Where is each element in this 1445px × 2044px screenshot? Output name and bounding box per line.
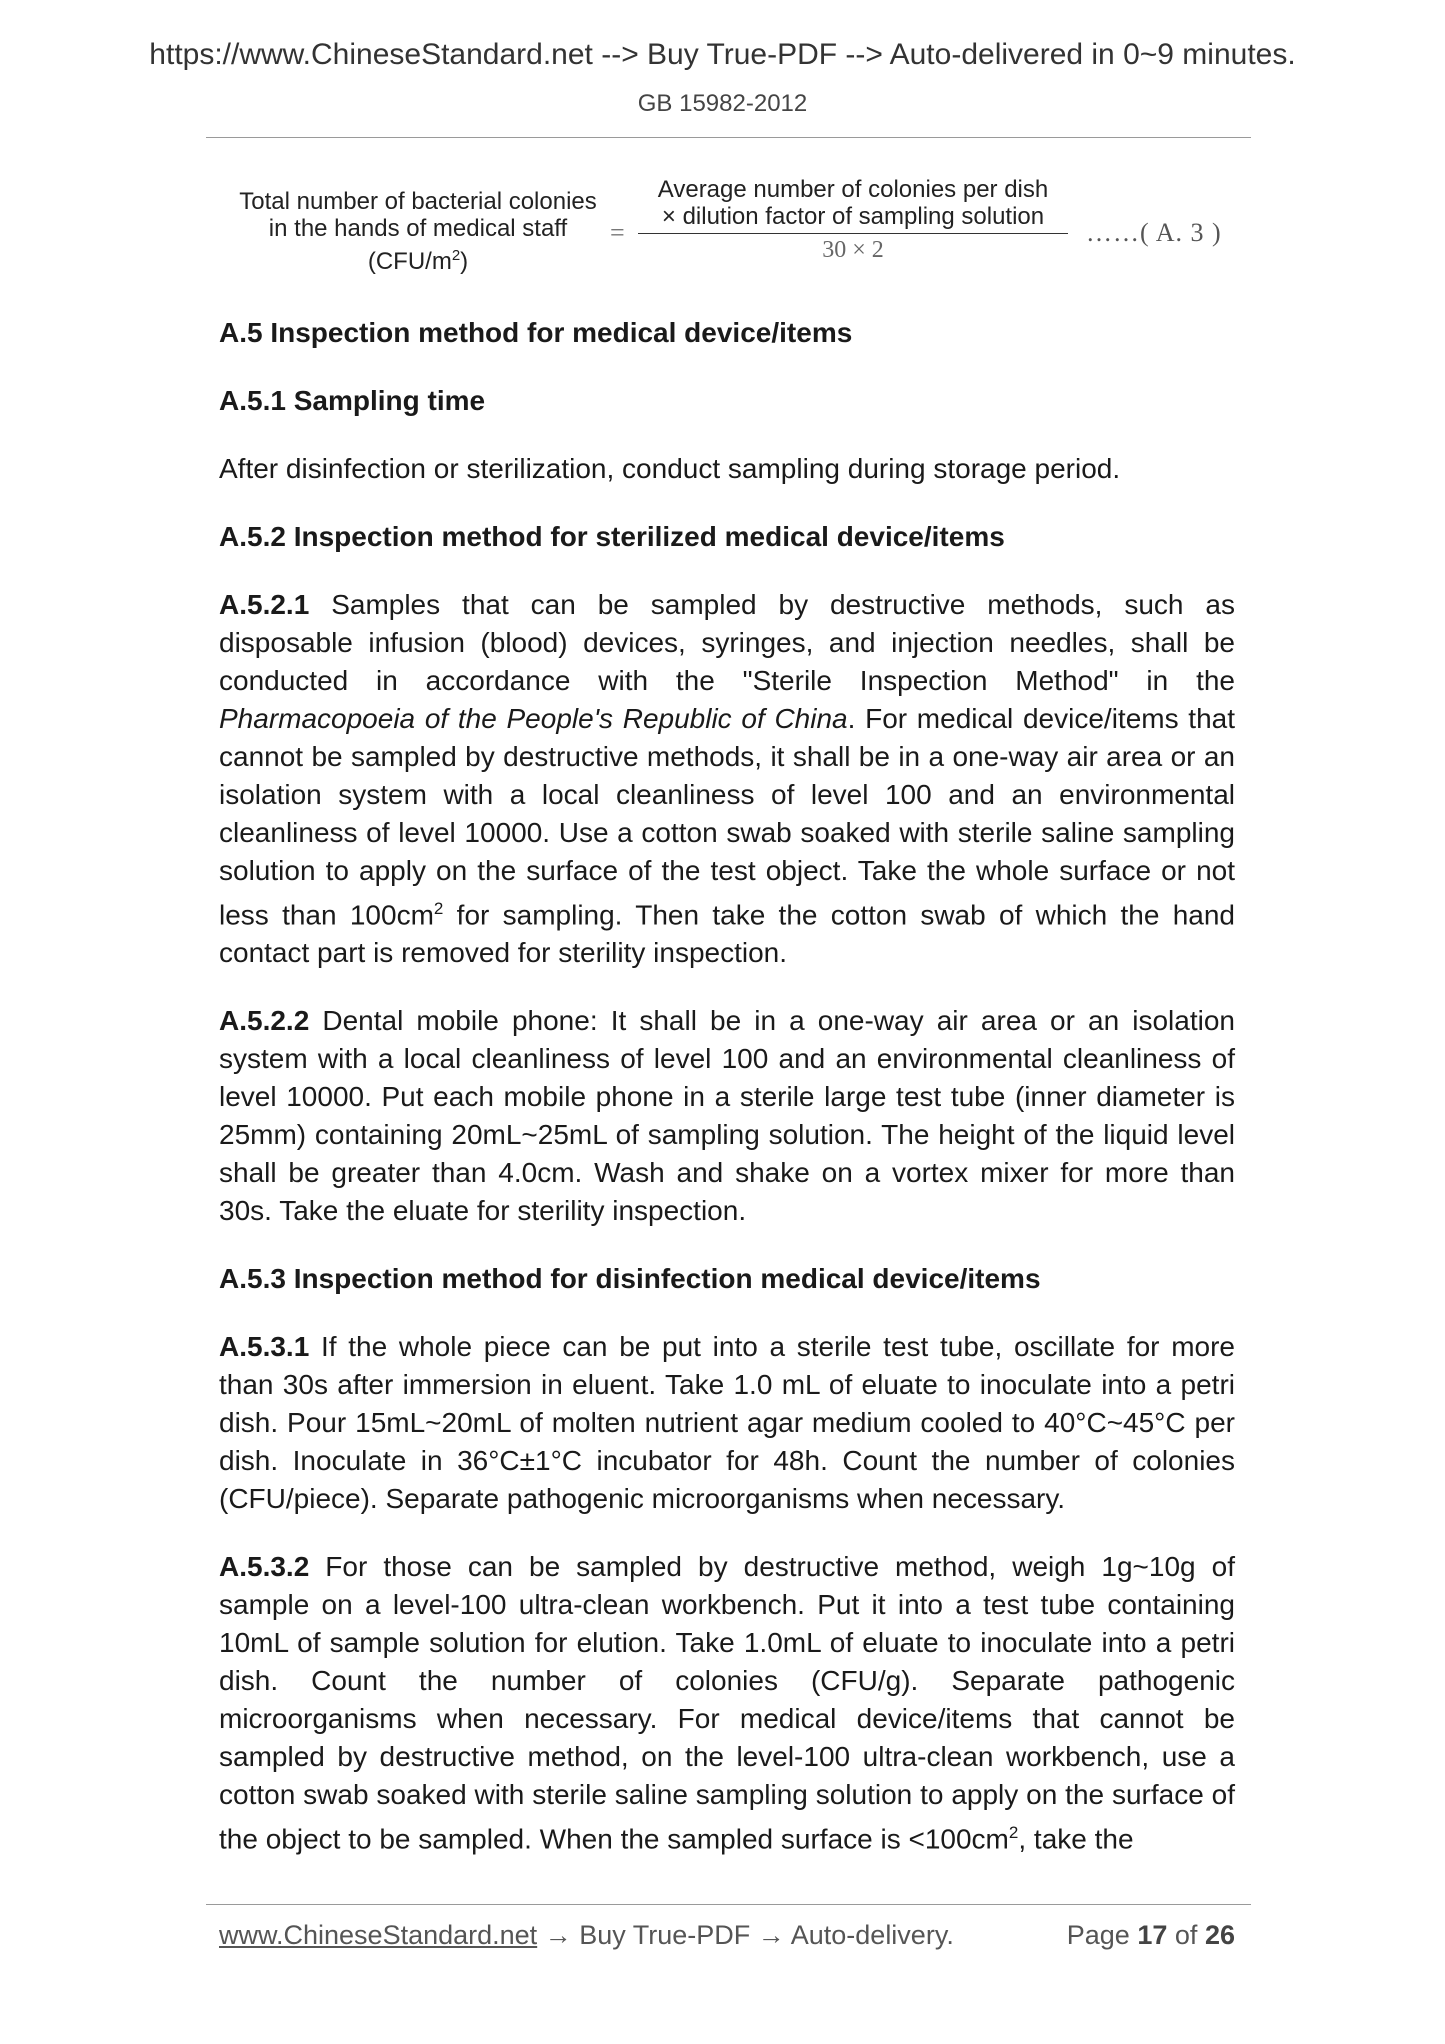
paragraph-a531-text: If the whole piece can be put into a sterile test tube, oscillate for more than 30s after immersion in eluent. Take 1.0 mL of eluate to inoculate into a petri dish. Pour 15mL~20mL of molten nutrient agar medium cooled to 40°C~45°C per dish. Inoculate in 36°C±1°C incubator for 48h. Count the number of colonies (CFU/piece). Separate pathogenic microorganisms when necessary. — [219, 1331, 1235, 1515]
formula-lhs-line2: in the hands of medical staff — [268, 215, 568, 242]
fraction-bar — [638, 233, 1068, 234]
footer-site-link[interactable]: www.ChineseStandard.net — [219, 1920, 538, 1950]
paragraph-a532-text-a: For those can be sampled by destructive method, weigh 1g~10g of sample on a level-100 ultra-clean workbench. Put it into a test tube containing 10mL of sample solution for elution. Take 1.0mL of eluate to inoculate into a petri dish. Count the number of colonies (CFU/g). Separate pathogenic microorganisms when necessary. For medical device/items that cannot be sampled by destructive method, on the level-100 ultra-clean workbench, use a cotton swab soaked with sterile saline sampling solution to apply on the surface of the object to be sampled. When the sampled surface is <100cm — [219, 1551, 1235, 1855]
equation-number: ……( A. 3 ) — [1086, 218, 1222, 247]
paragraph-a532-text-b: , take the — [1018, 1823, 1134, 1855]
paragraph-a51: After disinfection or sterilization, conduct sampling during storage period. — [219, 453, 1121, 484]
clause-number-a522: A.5.2.2 — [219, 1005, 310, 1037]
paragraph-a522 — [219, 1002, 1235, 1230]
main-content — [219, 314, 1235, 1859]
formula-equals: = — [610, 218, 625, 247]
paragraph-a521-sup: 2 — [433, 899, 444, 918]
paragraph-a521 — [219, 586, 1235, 972]
formula-lhs-sup: 2 — [451, 247, 461, 264]
paragraph-a531 — [219, 1328, 1235, 1518]
top-banner: https://www.ChineseStandard.net --> Buy True-PDF --> Auto-delivered in 0~9 minutes. — [149, 38, 1296, 71]
formula-lhs-close: ) — [460, 248, 469, 275]
formula-lhs — [218, 188, 618, 275]
page-indicator — [1067, 1920, 1235, 1951]
paragraph-a532-sup: 2 — [1008, 1823, 1019, 1843]
formula-numerator-line2: × dilution factor of sampling solution — [661, 203, 1045, 230]
formula-denominator: 30 × 2 — [822, 237, 884, 263]
paragraph-a521-text-b: . For medical device/items that cannot be sampled by destructive methods, it shall be in a one-way air area or an isolation system with a local cleanliness of level 100 and an environmental cleanliness of level 10000. Use a cotton swab soaked with sterile saline sampling solution to apply on the surface of the test object. Take the whole surface or not less than 100cm — [219, 703, 1235, 931]
page-footer — [219, 1920, 1235, 1956]
footer-divider — [206, 1904, 1251, 1905]
paragraph-a521-text-a: Samples that can be sampled by destructive methods, such as disposable infusion (blood) devices, syringes, and injection needles, shall be conducted in accordance with the "Sterile Inspection Method" in the — [219, 589, 1235, 696]
formula-lhs-unit-line — [218, 242, 618, 275]
document-code: GB 15982-2012 — [637, 90, 808, 117]
pharmacopoeia-title: Pharmacopoeia of the People's Republic of China — [219, 703, 848, 734]
paragraph-a521-text-c: for sampling. Then take the cotton swab of which the hand contact part is removed for sterility inspection. — [219, 899, 1235, 969]
clause-number-a532: A.5.3.2 — [219, 1551, 310, 1583]
clause-number-a521: A.5.2.1 — [219, 589, 310, 620]
formula-numerator-line1: Average number of colonies per dish — [657, 176, 1049, 203]
section-title-a53: A.5.3 Inspection method for disinfection medical device/items — [219, 1263, 1041, 1295]
section-title-a52: A.5.2 Inspection method for sterilized medical device/items — [219, 521, 1005, 552]
clause-number-a531: A.5.3.1 — [219, 1331, 310, 1363]
section-title-a5: A.5 Inspection method for medical device/items — [219, 317, 853, 348]
formula-lhs-unit: (CFU/m — [367, 248, 452, 275]
paragraph-a532 — [219, 1548, 1235, 1858]
header-divider — [206, 137, 1251, 138]
page-label: Page — [1066, 1920, 1130, 1950]
footer-tagline: → Buy True-PDF → Auto-delivery. — [537, 1920, 954, 1950]
paragraph-a522-text: Dental mobile phone: It shall be in a one-way air area or an isolation system with a local cleanliness of level 100 and an environmental cleanliness of level 10000. Put each mobile phone in a sterile large test tube (inner diameter is 25mm) containing 20mL~25mL of sampling solution. The height of the liquid level shall be greater than 4.0cm. Wash and shake on a vortex mixer for more than 30s. Take the eluate for sterility inspection. — [219, 1005, 1235, 1227]
section-title-a51: A.5.1 Sampling time — [219, 385, 486, 416]
formula-lhs-line1: Total number of bacterial colonies — [239, 188, 597, 215]
formula-a3 — [218, 170, 1258, 280]
page-total: 26 — [1204, 1920, 1235, 1950]
formula-numerator — [633, 176, 1073, 230]
page-number: 17 — [1137, 1920, 1168, 1950]
of-label: of — [1174, 1920, 1198, 1950]
